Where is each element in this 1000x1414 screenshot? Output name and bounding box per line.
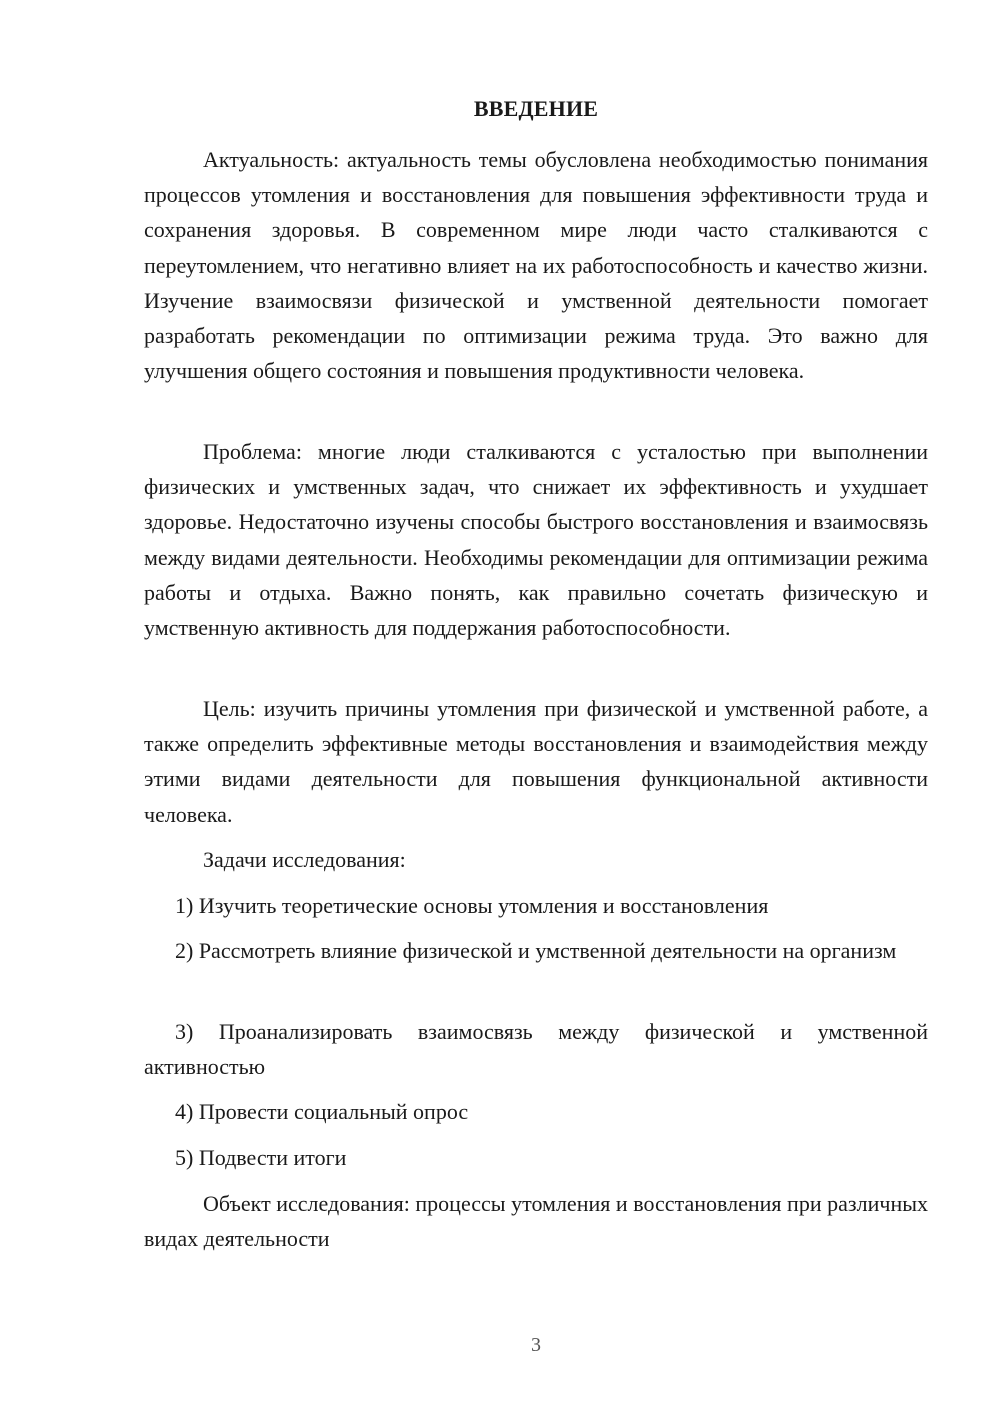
task-item-1: 1) Изучить теоретические основы утомления и восстановления — [175, 893, 769, 918]
task-item-3: 3) Проанализировать взаимосвязь между физической и умственной активностью — [144, 1019, 928, 1080]
page-title: ВВЕДЕНИЕ — [473, 96, 599, 121]
relevance-paragraph: Актуальность: актуальность темы обусловлена необходимостью понимания процессов утомления и восстановления для повышения эффективности труда и сохранения здоровья. В современном мире люди часто сталкиваются с переутомлением, что негативно влияет на их работоспособность и качество жизни. Изучение взаимосвязи физической и умственной деятельности помогает разработать рекомендации по оптимизации режима труда. Это важно для улучшения общего состояния и повышения продуктивности человека. — [144, 147, 928, 384]
task-item-5: 5) Подвести итоги — [175, 1145, 347, 1170]
object-paragraph: Объект исследования: процессы утомления и восстановления при различных видах деятельности — [144, 1191, 928, 1252]
task-item-2: 2) Рассмотреть влияние физической и умственной деятельности на организм — [175, 938, 897, 963]
task-item-4: 4) Провести социальный опрос — [175, 1099, 469, 1124]
problem-paragraph: Проблема: многие люди сталкиваются с усталостью при выполнении физических и умственных задач, что снижает их эффективность и ухудшает здоровье. Недостаточно изучены способы быстрого восстановления и взаимосвязь между видами деятельности. Необходимы рекомендации для оптимизации режима работы и отдыха. Важно понять, как правильно сочетать физическую и умственную активность для поддержания работоспособности. — [144, 439, 928, 641]
tasks-heading: Задачи исследования: — [203, 847, 406, 872]
goal-paragraph: Цель: изучить причины утомления при физической и умственной работе, а также определить эффективные методы восстановления и взаимодействия между этими видами деятельности для повышения функциональной активности человека. — [144, 696, 928, 827]
page-number: 3 — [531, 1334, 541, 1356]
